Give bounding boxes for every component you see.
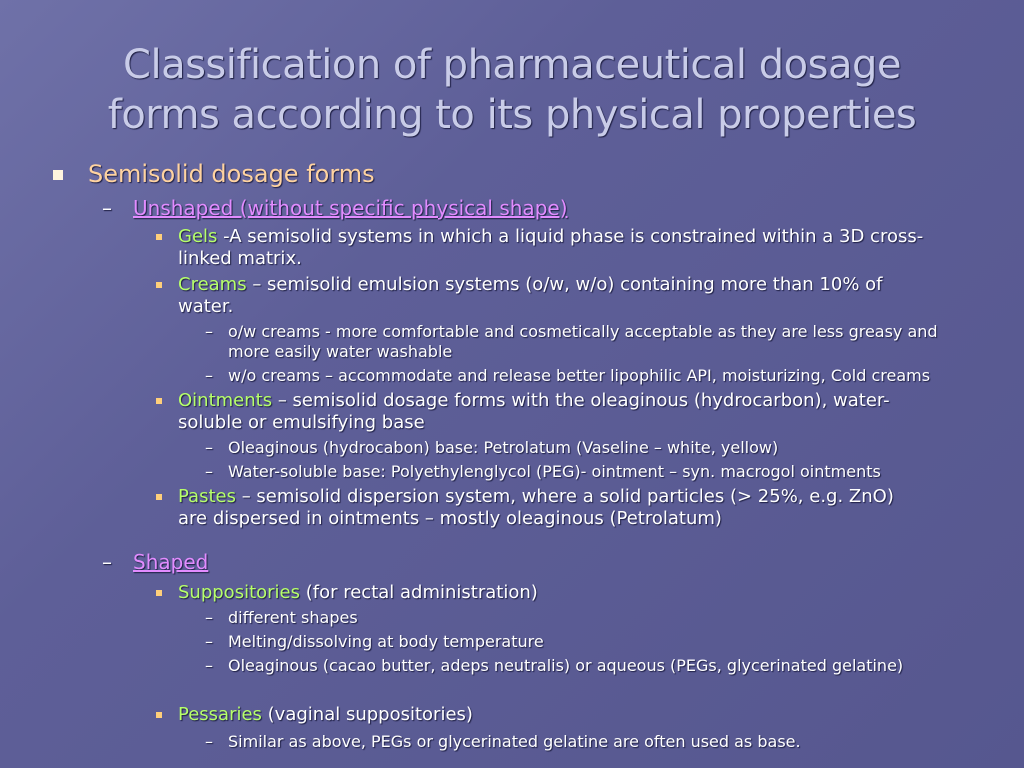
slide-title — [0, 40, 1024, 140]
small-square-bullet-icon — [156, 712, 162, 718]
pessaries-item — [178, 704, 473, 725]
suppositories-sub1: different shapes — [228, 608, 358, 627]
pessaries-sub1: Similar as above, PEGs or glycerinated gelatine are often used as base. — [228, 732, 801, 751]
creams-item — [178, 274, 883, 295]
dash-icon: – — [205, 732, 213, 751]
ointments-text-1: – semisolid dosage forms with the oleaginous (hydrocarbon), water- — [272, 390, 890, 411]
ointments-sub1: Oleaginous (hydrocabon) base: Petrolatum (Vaseline – white, yellow) — [228, 438, 779, 457]
ointments-sub2: Water-soluble base: Polyethylenglycol (PEG)- ointment – syn. macrogol ointments — [228, 462, 881, 481]
dash-icon: – — [205, 366, 213, 385]
gels-text-2: linked matrix. — [178, 248, 302, 269]
pastes-term: Pastes — [178, 486, 236, 507]
dash-icon: – — [205, 438, 213, 457]
gels-term: Gels — [178, 226, 218, 247]
pastes-text-1: – semisolid dispersion system, where a solid particles (> 25%, e.g. ZnO) — [235, 486, 894, 507]
small-square-bullet-icon — [156, 398, 162, 404]
creams-text-2: water. — [178, 296, 234, 317]
ointments-text-2: soluble or emulsifying base — [178, 412, 425, 433]
gels-text-1: -A semisolid systems in which a liquid phase is constrained within a 3D cross- — [217, 226, 924, 247]
title-line-1: Classification of pharmaceutical dosage — [123, 42, 901, 88]
dash-icon: – — [205, 322, 213, 341]
pessaries-term: Pessaries — [178, 704, 262, 725]
unshaped-link-text[interactable]: Unshaped (without specific physical shape) — [133, 196, 568, 220]
ointments-term: Ointments — [178, 390, 273, 411]
suppositories-term: Suppositories — [178, 582, 301, 603]
gels-item — [178, 226, 923, 247]
unshaped-link[interactable] — [133, 196, 568, 220]
dash-icon: – — [102, 196, 112, 220]
suppositories-item — [178, 582, 538, 603]
suppositories-text: (for rectal administration) — [300, 582, 538, 603]
dash-icon: – — [205, 632, 213, 651]
section-heading: Semisolid dosage forms — [88, 160, 375, 188]
square-bullet-icon — [53, 170, 63, 180]
ointments-item — [178, 390, 890, 411]
small-square-bullet-icon — [156, 234, 162, 240]
pastes-text-2: are dispersed in ointments – mostly oleaginous (Petrolatum) — [178, 508, 722, 529]
creams-sub1-line1: o/w creams - more comfortable and cosmetically acceptable as they are less greasy and — [228, 322, 938, 341]
pastes-item — [178, 486, 894, 507]
shaped-link[interactable] — [133, 550, 208, 574]
small-square-bullet-icon — [156, 282, 162, 288]
dash-icon: – — [205, 608, 213, 627]
dash-icon: – — [102, 550, 112, 574]
suppositories-sub3: Oleaginous (cacao butter, adeps neutralis) or aqueous (PEGs, glycerinated gelatine) — [228, 656, 904, 675]
suppositories-sub2: Melting/dissolving at body temperature — [228, 632, 544, 651]
dash-icon: – — [205, 656, 213, 675]
small-square-bullet-icon — [156, 494, 162, 500]
small-square-bullet-icon — [156, 590, 162, 596]
title-line-2: forms according to its physical properties — [107, 92, 917, 138]
shaped-link-text[interactable]: Shaped — [133, 550, 209, 574]
pessaries-text: (vaginal suppositories) — [261, 704, 473, 725]
creams-sub1-line2: more easily water washable — [228, 342, 453, 361]
dash-icon: – — [205, 462, 213, 481]
creams-term: Creams — [178, 274, 247, 295]
creams-text-1: – semisolid emulsion systems (o/w, w/o) containing more than 10% of — [246, 274, 883, 295]
creams-sub2: w/o creams – accommodate and release better lipophilic API, moisturizing, Cold creams — [228, 366, 931, 385]
